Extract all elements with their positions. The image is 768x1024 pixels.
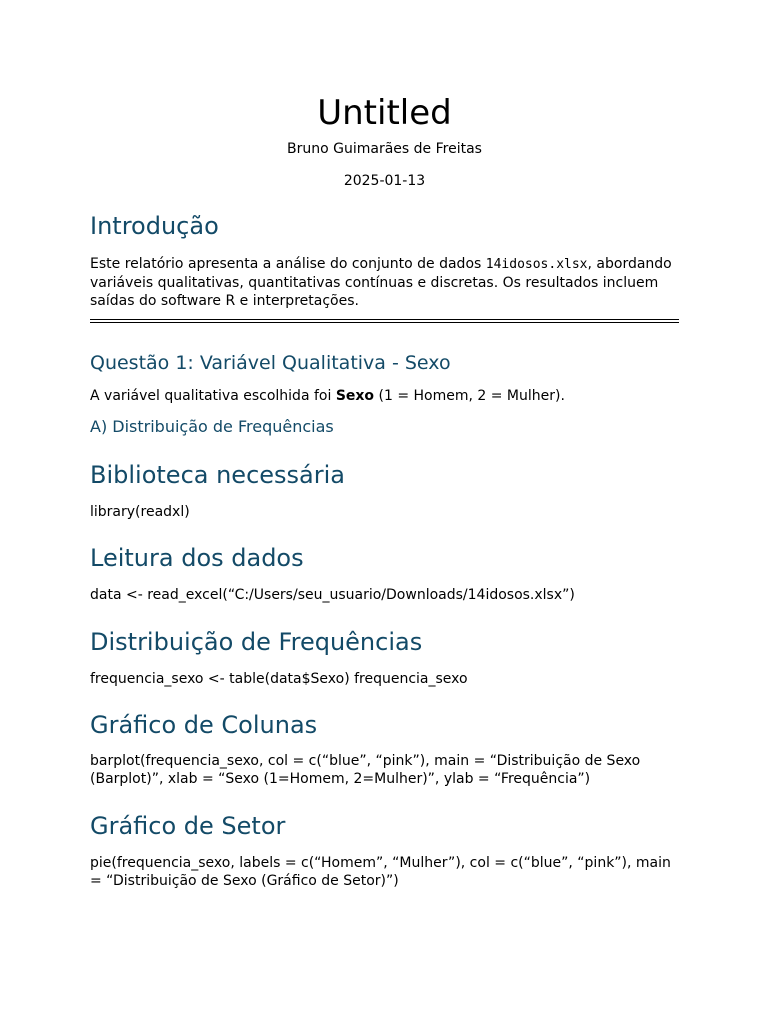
read-data-code-text: data <- read_excel(“C:/Users/seu_usuario/Downloads/14idosos.xlsx”)	[90, 587, 575, 603]
library-heading: Biblioteca necessária	[90, 461, 345, 489]
barplot-code-text: barplot(frequencia_sexo, col = c(“blue”, “pink”), main = “Distribuição de Sexo (Barplot)”, xlab = “Sexo (1=Homem, 2=Mulher)”, ylab = “Frequência”)	[90, 753, 641, 787]
horizontal-rule	[90, 319, 679, 323]
q1-paragraph	[90, 387, 679, 405]
q1-subheading: A) Distribuição de Frequências	[90, 417, 334, 436]
frequency-code-text: frequencia_sexo <- table(data$Sexo) frequencia_sexo	[90, 671, 468, 687]
dataset-filename: 14idosos.xlsx	[485, 257, 588, 272]
document-author: Bruno Guimarães de Freitas	[287, 141, 482, 157]
read-data-heading: Leitura dos dados	[90, 544, 304, 572]
document-title: Untitled	[317, 93, 452, 133]
pie-code-text: pie(frequencia_sexo, labels = c(“Homem”, “Mulher”), col = c(“blue”, “pink”), main = “Distribuição de Sexo (Gráfico de Setor)”)	[90, 855, 671, 889]
document-date: 2025-01-13	[343, 173, 426, 189]
intro-text-start: Este relatório apresenta a análise do conjunto de dados	[90, 256, 486, 272]
library-code-text: library(readxl)	[90, 504, 190, 520]
q1-text-start: A variável qualitativa escolhida foi	[90, 388, 336, 404]
pie-heading: Gráfico de Setor	[90, 812, 286, 840]
intro-text-end: , abordando variáveis qualitativas, quantitativas contínuas e discretas. Os resultados incluem saídas do software R e interpretações.	[90, 256, 672, 309]
barplot-heading: Gráfico de Colunas	[90, 711, 318, 739]
q1-text-end: (1 = Homem, 2 = Mulher).	[374, 388, 565, 404]
frequency-heading: Distribuição de Frequências	[90, 628, 423, 656]
q1-heading: Questão 1: Variável Qualitativa - Sexo	[90, 352, 451, 374]
intro-paragraph	[90, 255, 679, 310]
intro-heading: Introdução	[90, 212, 219, 240]
q1-bold-variable: Sexo	[335, 388, 375, 404]
